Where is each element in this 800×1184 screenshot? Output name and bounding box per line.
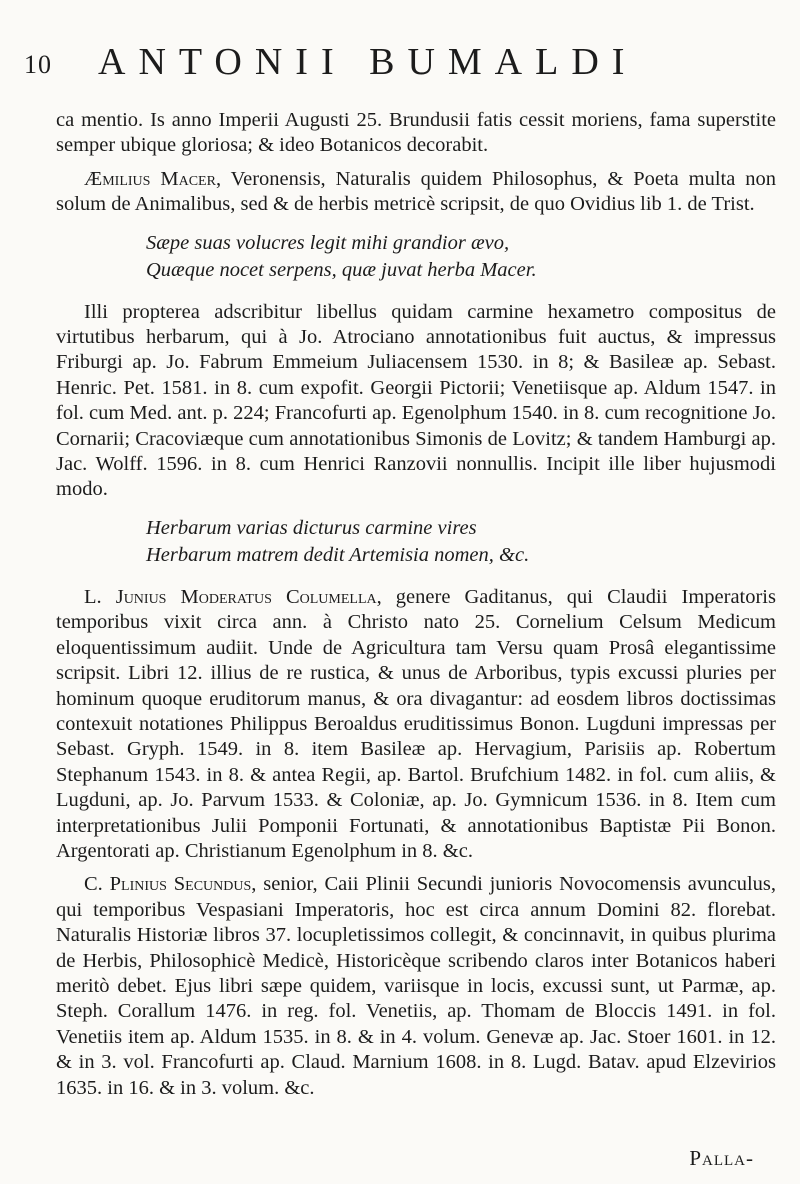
- entry-macer-continued: Illi propterea adscribitur libellus quidam carmine hexametro compositus de virtutibus herbarum, qui à Jo. Atrociano annotationibus fuit auctus, & impressus Friburgi ap. Jo. Fabrum Emmeium Juliacensem 1530. in 8; & Basileæ ap. Sebast. Henric. Pet. 1581. in 8. cum expofit. Georgii Pictorii; Venetiisque ap. Aldum 1547. in fol. cum Med. ant. p. 224; Francofurti ap. Egenolphum 1540. in 8. cum recognitione Jo. Cornarii; Cracoviæque cum annotationibus Simonis de Lovitz; & tandem Hamburgi ap. Jac. Wolff. 1596. in 8. cum Henrici Ranzovii nonnullis. Incipit ille liber hujusmodi modo.: [56, 300, 776, 501]
- entry-text: , Veronensis, Naturalis quidem Philosophus, & Poeta multa non solum de Animalibus, sed & de herbis metricè scripsit, de quo Ovidius lib 1. de Trist.: [56, 167, 776, 216]
- page-header: [0, 40, 800, 90]
- verse-line: Herbarum varias dicturus carmine vires: [146, 516, 477, 539]
- entry-name: C. Plinius Secundus: [84, 873, 252, 896]
- entry-columella: [56, 585, 776, 864]
- entry-macer: [56, 167, 776, 218]
- verse-line: Sæpe suas volucres legit mihi grandior ævo,: [146, 231, 510, 254]
- entry-text: , senior, Caii Plinii Secundi junioris Novocomensis avunculus, qui temporibus Vespasiani Imperatoris, hoc est circa annum Domini 82. florebat. Naturalis Historiæ libros 37. locupletissimos collegit, & concinnavit, in quibus plurima de Herbis, Philosophicè Medicè, Historicèque scribendo claros inter Botanicos haberi meritò debet. Ejus libri sæpe quidem, variisque in locis, excussi sunt, ut Parmæ, ap. Steph. Corallum 1476. in reg. fol. Venetiis, ap. Thomam de Bloccis 1491. in fol. Venetiis item ap. Aldum 1535. in 8. & in 4. volum. Genevæ ap. Jac. Stoer 1601. in 12. & in 3. vol. Francofurti ap. Claud. Marnium 1608. in 8. Lugd. Batav. apud Elzevirios 1635. in 16. & in 3. volum. &c.: [56, 873, 776, 1099]
- verse-quote: [146, 230, 776, 284]
- page-number: 10: [24, 50, 52, 79]
- entry-plinius: [56, 872, 776, 1101]
- verse-line: Quæque nocet serpens, quæ juvat herba Macer.: [146, 258, 537, 281]
- running-head: ANTONII BUMALDI: [98, 41, 638, 83]
- entry-name: L. Junius Moderatus Columella: [84, 585, 377, 608]
- verse-quote: [146, 515, 776, 569]
- entry-name: Æmilius Macer: [84, 167, 216, 190]
- catchword: Palla-: [689, 1146, 754, 1170]
- entry-text: , genere Gaditanus, qui Claudii Imperatoris temporibus vixit circa ann. à Christo nato 25. Cornelium Celsum Medicum eloquentissimum audiit. Unde de Agricultura tam Versu quam Prosâ elegantissime scripsit. Libri 12. illius de re rustica, & unus de Arboribus, typis excussi pluries per hominum quoque eruditorum manus, & ora divagantur: ad eosdem libros doctissimas contexuit notationes Philippus Beroaldus eruditissimus Bonon. Lugduni impressas per Sebast. Gryph. 1549. in 8. item Basileæ ap. Hervagium, Parisiis ap. Robertum Stephanum 1543. in 8. & antea Regii, ap. Bartol. Brufchium 1482. in fol. cum aliis, & Lugduni, ap. Jo. Parvum 1533. & Coloniæ, ap. Jo. Gymnicum 1536. in 8. Item cum interpretationibus Julii Pomponii Fortunati, & annotationibus Baptistæ Pii Bonon. Argentorati ap. Christianum Egenolphum in 8. &c.: [56, 585, 776, 862]
- page-body: [56, 108, 776, 1101]
- intro-paragraph: ca mentio. Is anno Imperii Augusti 25. Brundusii fatis cessit moriens, fama superstite semper ubique gloriosa; & ideo Botanicos decorabit.: [56, 109, 776, 157]
- verse-line: Herbarum matrem dedit Artemisia nomen, &c.: [146, 543, 530, 566]
